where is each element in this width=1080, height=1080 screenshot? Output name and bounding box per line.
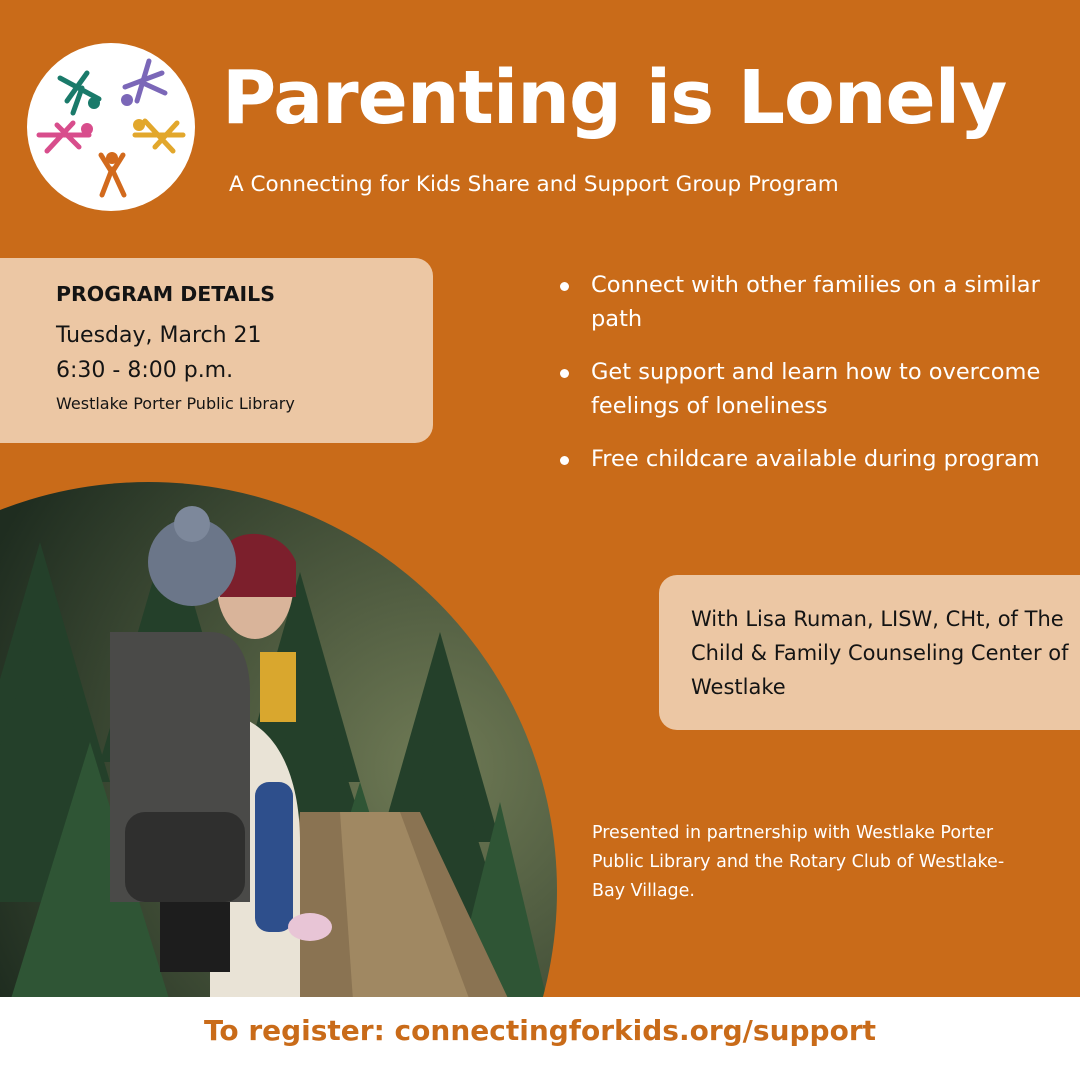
program-details-panel xyxy=(0,258,433,443)
parent-hiking-photo xyxy=(0,482,557,1080)
benefits-list xyxy=(560,268,1070,495)
connecting-for-kids-logo-icon xyxy=(27,43,195,211)
program-date: Tuesday, March 21 xyxy=(56,323,262,348)
presenter-panel xyxy=(659,575,1080,730)
partnership-note: Presented in partnership with Westlake Porter Public Library and the Rotary Club of Westlake-Bay Village. xyxy=(592,823,1005,901)
program-location: Westlake Porter Public Library xyxy=(56,394,295,413)
footer-bar xyxy=(0,997,1080,1080)
presenter-text: With Lisa Ruman, LISW, CHt, of The Child & Family Counseling Center of Westlake xyxy=(691,607,1069,699)
benefit-text: Get support and learn how to overcome feelings of loneliness xyxy=(591,359,1041,419)
program-details-heading: PROGRAM DETAILS xyxy=(56,282,275,306)
bullet-dot-icon xyxy=(560,282,569,291)
benefit-item xyxy=(560,442,1070,476)
benefit-item xyxy=(560,268,1070,336)
connecting-for-kids-logo xyxy=(27,43,195,211)
program-time: 6:30 - 8:00 p.m. xyxy=(56,358,234,383)
benefit-text: Connect with other families on a similar path xyxy=(591,272,1040,332)
benefit-text: Free childcare available during program xyxy=(591,446,1040,472)
page-title: Parenting is Lonely xyxy=(222,55,1007,141)
benefit-item xyxy=(560,355,1070,423)
page-subtitle: A Connecting for Kids Share and Support Group Program xyxy=(229,172,839,197)
register-link[interactable]: To register: connectingforkids.org/support xyxy=(203,1014,877,1047)
bullet-dot-icon xyxy=(560,456,569,465)
parent-with-child-carrier-illustration xyxy=(0,482,557,1080)
bullet-dot-icon xyxy=(560,369,569,378)
